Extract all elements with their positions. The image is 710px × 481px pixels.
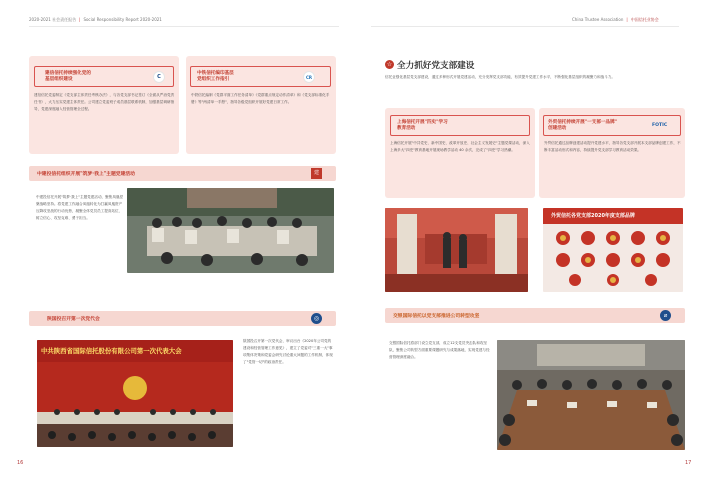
right-header: China Trustee Association | 中国信托业协会 [572,17,659,22]
band-siti [29,311,336,326]
poster-title: 外贸信托各党支部2020年度支部品牌 [551,213,635,219]
card-crtrust-text: 中铁信托编制《党群平面工作任务清单》《党群重点规定动作清单》和《党支部标准化手册》等"两清单一手册"，指导各级党组织开展好党建日常工作。 [191,93,330,104]
card-shanghai-text: 上海信托开展"中共党史、新中国史、改革开放史、社会主义发展史"主题党课活动，深入上海多大"四史"教育基地开展现场教学活动 40 余次，完成了"四史"学习热潮。 [390,141,530,152]
section-star-icon: ☆ [386,61,393,68]
band-bocom-title: 交银国际信托以党支部推进公司转型攻坚 [393,314,480,319]
section-title: 全力抓好党支部建设 [397,61,475,71]
card-crtrust-title: 中铁信托编印基层 党组织工作指引 [197,71,234,82]
left-page [7,8,352,473]
right-page [357,8,702,473]
band-siti-text: 陕国投召开第一次党代会，审议出台《2020年公司党的建设和经营管理工作意见》，建立了党委对"三重一大"事项集体决策和党委会研究讨论重大问题的工作机制，体现了"党管一切"的政治责任。 [243,339,333,364]
band-siti-title: 陕国投召开第一次党代会 [47,317,100,322]
siti-congress-photo [37,340,233,447]
report-title-cn: 2020-2021 社会责任报告 [29,17,77,22]
card-shanghai-title: 上海信托开展"四史"学习 教育活动 [397,120,448,131]
page-number-right: 17 [685,460,692,466]
siti-logo-icon: ◎ [311,313,322,324]
jic-logo-icon: 建 [311,168,322,179]
header-rule [29,26,339,27]
card-ccb-text: 建信信托党委制定《党支部主体责任考核办法》，与各党支部书记签订《全面从严治党责任书》，大力压实党建主体责任。公司建立党委班子成员基层联系机制，加强基层调研指导，党建深度融入经营管理全过程。 [34,93,175,111]
page-number-left: 16 [17,460,24,466]
fotic-brand-poster [543,208,683,292]
band-jic-title: 中建投信托组织开展"筑梦·我上"主题党建活动 [37,172,135,177]
card-fotic-title: 外贸信托持续开展"一支部一品牌" 创建活动 [548,120,618,131]
report-title-en: Social Responsibility Report 2020-2021 [83,17,162,22]
band-bocom-trust [385,308,685,323]
assoc-name-cn: 中国信托业协会 [630,17,659,22]
fotic-logo-icon: FOTIC [652,123,668,128]
band-bocom-text: 交银国际信托将部门设立党支部，成立12支党员突击队和攻坚队，聚焦公司转型方面重要课题研究与成果落地，实现党建与经营管理深度融合。 [389,341,490,359]
card-ccb-title: 建信信托持续强化党的 基层组织建设 [45,71,91,82]
ccb-logo-icon: C [153,71,165,83]
card-fotic-title-box [543,115,681,136]
congress-banner-text: 中共陕西省国际信托股份有限公司第一次代表大会 [41,347,182,355]
jic-meeting-photo [127,188,334,273]
card-fotic-text: 外贸信托通过品牌创建活动提升党建水平，指导各党支部开展本支部品牌创建工作，不断丰富活动形式和内容，持续提升党支部学习教育活动效果。 [544,141,681,152]
shanghai-activity-photo [385,208,528,292]
card-shanghai-title-box [390,115,530,136]
bocom-logo-icon: ⌀ [660,310,671,321]
card-ccb-title-box [34,66,174,87]
band-jic-text: 中建投信托开展"筑梦·我上"主题党建活动，聚焦凤凰涅槃战略坚持。将党建工作融合凤凰转化为打赢凤凰资产压降攻坚战的行动优势，凝聚全体党员员工提高站位、树立信心、攻坚克难、勇于担当。 [36,195,124,220]
bocom-meeting-photo [497,340,685,450]
crtrust-logo-icon: CR [303,71,315,83]
section-intro: 信托业强化基层党支部建设，通过多种形式开展党建活动，充分发挥党支部功能，有效提升党建工作水平，不断强化基层组织的凝聚力和战斗力。 [385,75,615,79]
header-rule-right [371,26,679,27]
card-crtrust-title-box [190,66,331,87]
band-jic-trust [29,166,336,181]
assoc-name-en: China Trustee Association [572,17,624,22]
left-header: 2020-2021 社会责任报告 | Social Responsibility Report 2020-2021 [29,17,162,22]
